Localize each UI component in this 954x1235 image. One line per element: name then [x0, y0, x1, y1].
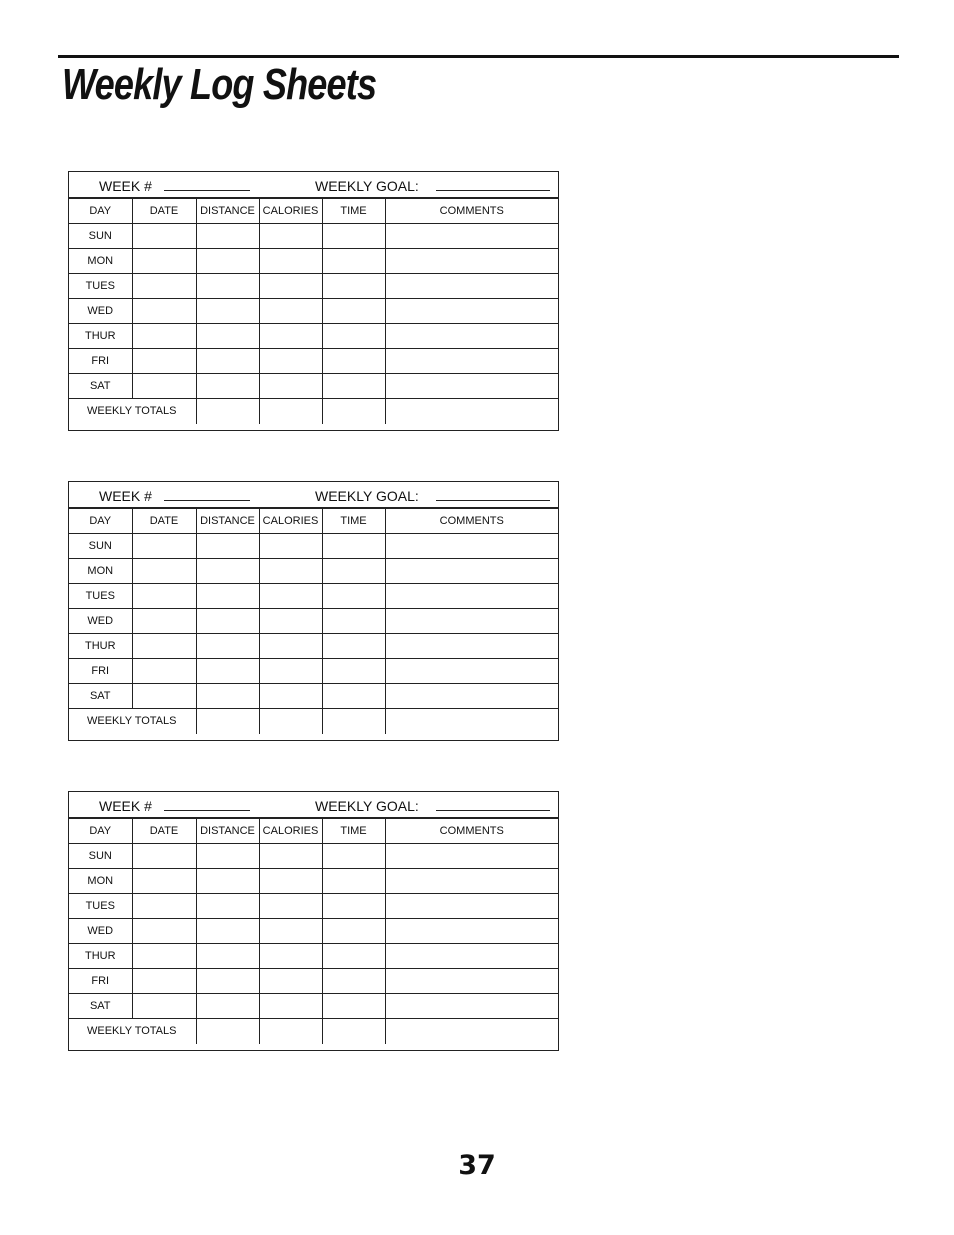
weekly-goal-field[interactable] [436, 500, 550, 501]
entry-cell[interactable] [132, 324, 196, 349]
weekly-totals-label: WEEKLY TOTALS [69, 709, 196, 734]
entry-cell[interactable] [385, 919, 558, 944]
weekly-goal-field[interactable] [436, 810, 550, 811]
total-cell[interactable] [322, 1019, 385, 1044]
sheet-header [69, 482, 558, 508]
entry-cell[interactable] [196, 969, 259, 994]
table-row [69, 274, 558, 299]
table-row [69, 659, 558, 684]
total-cell[interactable] [196, 709, 259, 734]
totals-row [69, 709, 558, 734]
column-header: TIME [322, 199, 385, 224]
entry-cell[interactable] [322, 224, 385, 249]
entry-cell[interactable] [132, 584, 196, 609]
entry-cell[interactable] [322, 534, 385, 559]
log-table [69, 818, 558, 1044]
entry-cell[interactable] [259, 274, 322, 299]
entry-cell[interactable] [385, 559, 558, 584]
entry-cell[interactable] [385, 534, 558, 559]
entry-cell[interactable] [132, 349, 196, 374]
total-cell[interactable] [385, 1019, 558, 1044]
total-cell[interactable] [385, 709, 558, 734]
entry-cell[interactable] [385, 299, 558, 324]
entry-cell[interactable] [322, 349, 385, 374]
entry-cell[interactable] [196, 609, 259, 634]
entry-cell[interactable] [385, 869, 558, 894]
entry-cell[interactable] [259, 249, 322, 274]
entry-cell[interactable] [259, 994, 322, 1019]
entry-cell[interactable] [385, 684, 558, 709]
entry-cell[interactable] [196, 894, 259, 919]
entry-cell[interactable] [259, 894, 322, 919]
column-header: DISTANCE [196, 509, 259, 534]
column-header: COMMENTS [385, 819, 558, 844]
entry-cell[interactable] [259, 684, 322, 709]
column-header: DATE [132, 199, 196, 224]
column-header: CALORIES [259, 199, 322, 224]
entry-cell[interactable] [322, 634, 385, 659]
entry-cell[interactable] [385, 994, 558, 1019]
entry-cell[interactable] [322, 324, 385, 349]
table-row [69, 609, 558, 634]
column-header: DISTANCE [196, 199, 259, 224]
table-row [69, 844, 558, 869]
column-header: TIME [322, 509, 385, 534]
entry-cell[interactable] [385, 844, 558, 869]
page-number: 37 [458, 1150, 496, 1181]
table-row [69, 534, 558, 559]
week-number-label: WEEK # [99, 178, 152, 194]
entry-cell[interactable] [196, 559, 259, 584]
header-rule [58, 55, 899, 58]
day-label: TUES [69, 274, 132, 299]
entry-cell[interactable] [259, 609, 322, 634]
entry-cell[interactable] [196, 994, 259, 1019]
day-label: THUR [69, 944, 132, 969]
entry-cell[interactable] [259, 634, 322, 659]
entry-cell[interactable] [322, 969, 385, 994]
entry-cell[interactable] [196, 684, 259, 709]
table-row [69, 559, 558, 584]
entry-cell[interactable] [132, 684, 196, 709]
entry-cell[interactable] [322, 919, 385, 944]
day-label: MON [69, 249, 132, 274]
entry-cell[interactable] [385, 659, 558, 684]
entry-cell[interactable] [196, 324, 259, 349]
column-header: DAY [69, 819, 132, 844]
column-header: COMMENTS [385, 509, 558, 534]
table-row [69, 324, 558, 349]
weekly-goal-field[interactable] [436, 190, 550, 191]
entry-cell[interactable] [259, 969, 322, 994]
day-label: TUES [69, 894, 132, 919]
weekly-log-sheet [68, 791, 559, 1051]
table-row [69, 684, 558, 709]
entry-cell[interactable] [385, 349, 558, 374]
entry-cell[interactable] [132, 869, 196, 894]
day-label: SUN [69, 224, 132, 249]
entry-cell[interactable] [322, 609, 385, 634]
entry-cell[interactable] [132, 919, 196, 944]
entry-cell[interactable] [385, 584, 558, 609]
page-title: Weekly Log Sheets [62, 60, 377, 109]
table-row [69, 969, 558, 994]
entry-cell[interactable] [132, 944, 196, 969]
table-row [69, 869, 558, 894]
entry-cell[interactable] [322, 274, 385, 299]
entry-cell[interactable] [385, 274, 558, 299]
total-cell[interactable] [385, 399, 558, 424]
entry-cell[interactable] [196, 299, 259, 324]
entry-cell[interactable] [259, 349, 322, 374]
entry-cell[interactable] [196, 634, 259, 659]
entry-cell[interactable] [196, 349, 259, 374]
entry-cell[interactable] [385, 609, 558, 634]
entry-cell[interactable] [196, 584, 259, 609]
column-header: DISTANCE [196, 819, 259, 844]
day-label: MON [69, 869, 132, 894]
entry-cell[interactable] [385, 374, 558, 399]
entry-cell[interactable] [132, 224, 196, 249]
entry-cell[interactable] [322, 869, 385, 894]
total-cell[interactable] [259, 709, 322, 734]
entry-cell[interactable] [322, 684, 385, 709]
entry-cell[interactable] [322, 844, 385, 869]
week-number-field[interactable] [164, 810, 250, 811]
table-row [69, 944, 558, 969]
entry-cell[interactable] [196, 224, 259, 249]
day-label: WED [69, 609, 132, 634]
entry-cell[interactable] [322, 374, 385, 399]
entry-cell[interactable] [259, 584, 322, 609]
sheet-header [69, 792, 558, 818]
table-row [69, 994, 558, 1019]
week-number-field[interactable] [164, 500, 250, 501]
week-number-label: WEEK # [99, 798, 152, 814]
entry-cell[interactable] [132, 634, 196, 659]
entry-cell[interactable] [132, 374, 196, 399]
weekly-totals-label: WEEKLY TOTALS [69, 1019, 196, 1044]
totals-row [69, 399, 558, 424]
column-header: DAY [69, 509, 132, 534]
entry-cell[interactable] [322, 584, 385, 609]
total-cell[interactable] [259, 1019, 322, 1044]
entry-cell[interactable] [196, 869, 259, 894]
total-cell[interactable] [322, 399, 385, 424]
entry-cell[interactable] [132, 249, 196, 274]
entry-cell[interactable] [259, 869, 322, 894]
entry-cell[interactable] [196, 374, 259, 399]
entry-cell[interactable] [196, 659, 259, 684]
entry-cell[interactable] [385, 969, 558, 994]
entry-cell[interactable] [259, 844, 322, 869]
day-label: WED [69, 919, 132, 944]
entry-cell[interactable] [385, 894, 558, 919]
entry-cell[interactable] [259, 944, 322, 969]
total-cell[interactable] [196, 399, 259, 424]
day-label: FRI [69, 969, 132, 994]
week-number-label: WEEK # [99, 488, 152, 504]
entry-cell[interactable] [132, 659, 196, 684]
entry-cell[interactable] [322, 944, 385, 969]
log-table [69, 198, 558, 424]
entry-cell[interactable] [196, 919, 259, 944]
day-label: SUN [69, 534, 132, 559]
column-header: CALORIES [259, 819, 322, 844]
column-header-row [69, 199, 558, 224]
weekly-log-sheet [68, 171, 559, 431]
weekly-goal-label: WEEKLY GOAL: [315, 798, 419, 814]
column-header: COMMENTS [385, 199, 558, 224]
day-label: TUES [69, 584, 132, 609]
entry-cell[interactable] [385, 249, 558, 274]
entry-cell[interactable] [385, 634, 558, 659]
entry-cell[interactable] [196, 844, 259, 869]
totals-row [69, 1019, 558, 1044]
entry-cell[interactable] [196, 274, 259, 299]
day-label: SAT [69, 684, 132, 709]
column-header: DAY [69, 199, 132, 224]
weekly-totals-label: WEEKLY TOTALS [69, 399, 196, 424]
entry-cell[interactable] [132, 894, 196, 919]
log-table [69, 508, 558, 734]
entry-cell[interactable] [259, 299, 322, 324]
day-label: SUN [69, 844, 132, 869]
entry-cell[interactable] [322, 559, 385, 584]
entry-cell[interactable] [322, 994, 385, 1019]
entry-cell[interactable] [132, 274, 196, 299]
table-row [69, 584, 558, 609]
column-header: DATE [132, 819, 196, 844]
table-row [69, 299, 558, 324]
total-cell[interactable] [196, 1019, 259, 1044]
table-row [69, 224, 558, 249]
week-number-field[interactable] [164, 190, 250, 191]
entry-cell[interactable] [132, 969, 196, 994]
entry-cell[interactable] [132, 844, 196, 869]
day-label: FRI [69, 349, 132, 374]
day-label: MON [69, 559, 132, 584]
entry-cell[interactable] [259, 324, 322, 349]
day-label: THUR [69, 324, 132, 349]
column-header: CALORIES [259, 509, 322, 534]
entry-cell[interactable] [259, 659, 322, 684]
weekly-goal-label: WEEKLY GOAL: [315, 178, 419, 194]
entry-cell[interactable] [196, 944, 259, 969]
entry-cell[interactable] [259, 919, 322, 944]
entry-cell[interactable] [196, 249, 259, 274]
entry-cell[interactable] [196, 534, 259, 559]
column-header-row [69, 819, 558, 844]
total-cell[interactable] [322, 709, 385, 734]
entry-cell[interactable] [322, 299, 385, 324]
day-label: FRI [69, 659, 132, 684]
entry-cell[interactable] [322, 659, 385, 684]
table-row [69, 919, 558, 944]
total-cell[interactable] [259, 399, 322, 424]
entry-cell[interactable] [132, 609, 196, 634]
entry-cell[interactable] [385, 324, 558, 349]
entry-cell[interactable] [132, 299, 196, 324]
entry-cell[interactable] [259, 559, 322, 584]
column-header: DATE [132, 509, 196, 534]
table-row [69, 249, 558, 274]
table-row [69, 634, 558, 659]
entry-cell[interactable] [259, 224, 322, 249]
table-row [69, 894, 558, 919]
entry-cell[interactable] [259, 374, 322, 399]
column-header-row [69, 509, 558, 534]
day-label: WED [69, 299, 132, 324]
entry-cell[interactable] [132, 994, 196, 1019]
sheet-header [69, 172, 558, 198]
entry-cell[interactable] [259, 534, 322, 559]
weekly-goal-label: WEEKLY GOAL: [315, 488, 419, 504]
day-label: SAT [69, 994, 132, 1019]
day-label: THUR [69, 634, 132, 659]
entry-cell[interactable] [385, 944, 558, 969]
day-label: SAT [69, 374, 132, 399]
column-header: TIME [322, 819, 385, 844]
table-row [69, 374, 558, 399]
entry-cell[interactable] [322, 249, 385, 274]
entry-cell[interactable] [322, 894, 385, 919]
table-row [69, 349, 558, 374]
entry-cell[interactable] [132, 559, 196, 584]
entry-cell[interactable] [385, 224, 558, 249]
entry-cell[interactable] [132, 534, 196, 559]
weekly-log-sheet [68, 481, 559, 741]
